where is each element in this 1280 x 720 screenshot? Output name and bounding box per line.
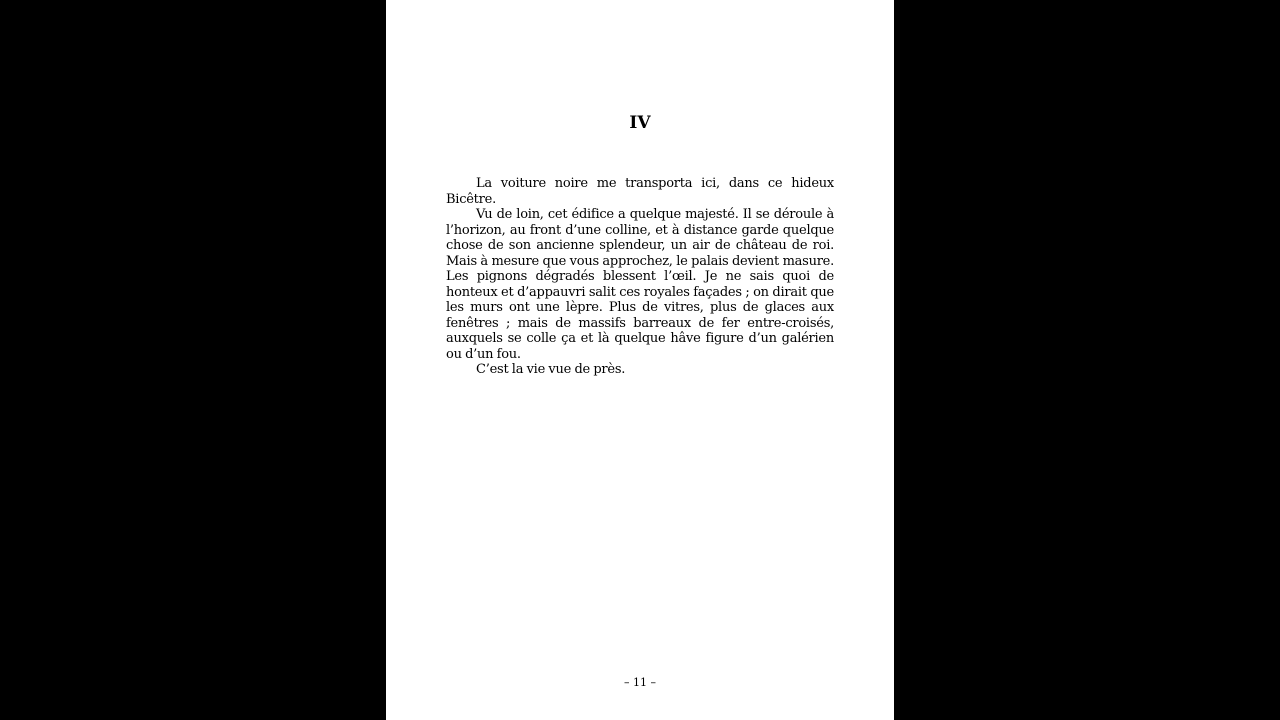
chapter-heading: IV — [629, 113, 651, 133]
paragraph-3: C’est la vie vue de près. — [476, 362, 626, 377]
book-page — [386, 0, 894, 720]
paragraph-1: La voiture noire me transporta ici, dans ce hideux Bicêtre. — [446, 176, 834, 207]
paragraph-2: Vu de loin, cet édifice a quelque majesté. Il se déroule à l’horizon, au front d’une colline, et à distance garde quelque chose de son ancienne splendeur, un air de château de roi. Mais à mesure que vous approchez, le palais devient masure. Les pignons dégradés blessent l’œil. Je ne sais quoi de honteux et d’appauvri salit ces royales façades ; on dirait que les murs ont une lèpre. Plus de vitres, plus de glaces aux fenêtres ; mais de massifs barreaux de fer entre-croisés, auxquels se colle ça et là quelque hâve figure d’un galérien ou d’un fou. — [446, 207, 834, 362]
page-number: – 11 – — [624, 676, 656, 689]
